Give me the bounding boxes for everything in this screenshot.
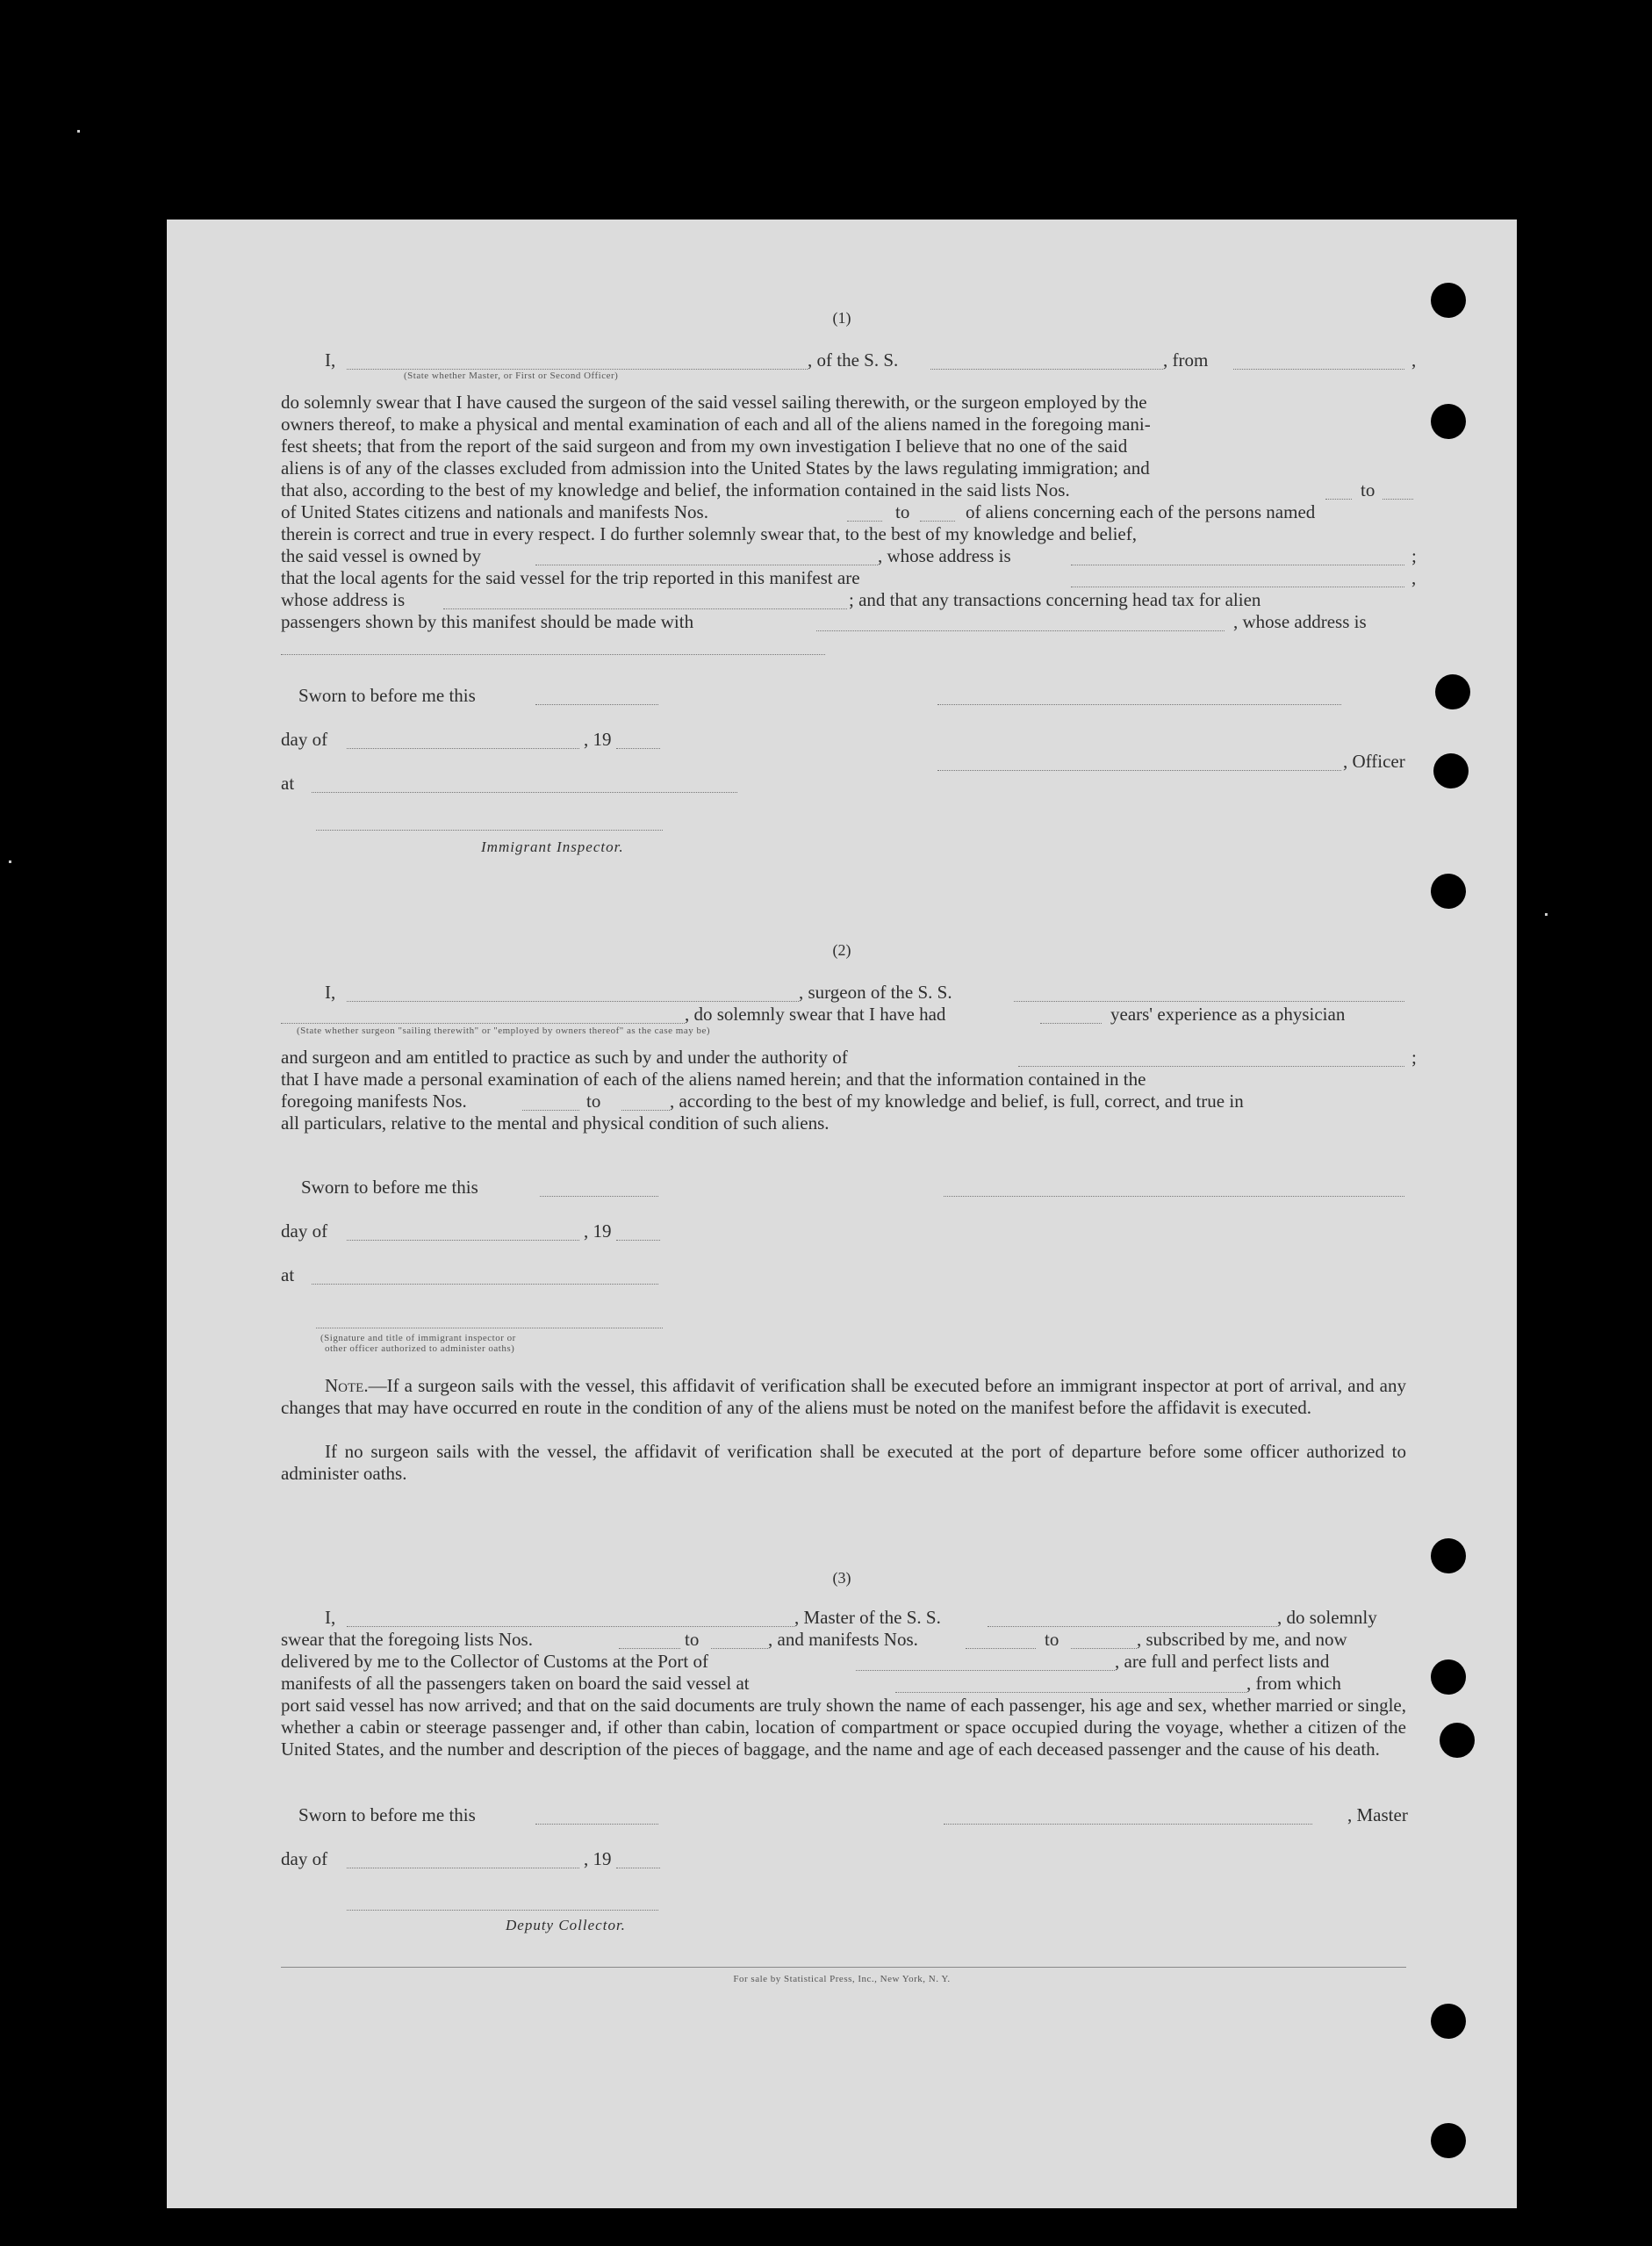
punch-hole [1431, 283, 1466, 318]
s1-para-line-2: owners thereof, to make a physical and mental examination of each and all of the aliens named in the foregoing mani- [281, 414, 1151, 435]
s1-inspector-label: Immigrant Inspector. [481, 839, 624, 855]
punch-hole [1435, 674, 1470, 709]
s2-note-label: Note. [325, 1375, 369, 1396]
section-1-number: (1) [832, 309, 851, 327]
s3-para-rest: port said vessel has now arrived; and that on the said documents are truly shown the name of each passenger, his age and sex, whether married or single, whether a cabin or steerage passenger and, if other than cabin, location of compartment or space occupied during the voyage, whether a citizen of the United States, and the number and description of the pieces of baggage, and the name and age of each deceased passenger and the cause of his death. [281, 1695, 1406, 1760]
s2-ship-name-field[interactable] [1014, 1001, 1404, 1002]
s1-officer-signature-line-1[interactable] [937, 704, 1341, 705]
s2-at-field[interactable] [312, 1284, 658, 1285]
s3-lists-to-field[interactable] [711, 1648, 768, 1649]
s1-i-label: I, [325, 349, 336, 371]
s1-aliens-concerning: of aliens concerning each of the persons named [966, 501, 1316, 522]
s1-sworn-label: Sworn to before me this [298, 685, 476, 706]
s1-para-line-10: whose address is [281, 589, 406, 610]
s3-sworn-label: Sworn to before me this [298, 1804, 476, 1825]
s2-years-label: years' experience as a physician [1110, 1004, 1346, 1025]
s1-para-line-3: fest sheets; that from the report of the said surgeon and from my own investigation I believe that no one of the said [281, 436, 1128, 457]
s1-at-label: at [281, 773, 295, 794]
s3-master-of-label: , Master of the S. S. [794, 1607, 941, 1628]
s1-whose-address-1: , whose address is [878, 545, 1011, 566]
s2-manifest-to-field[interactable] [621, 1110, 670, 1111]
s1-comma-2: , [1411, 567, 1417, 588]
s1-payee-address-field[interactable] [281, 654, 825, 655]
footer-rule [281, 1967, 1406, 1968]
s1-comma: , [1411, 349, 1417, 371]
s2-according: , according to the best of my knowledge and belief, is full, correct, and true in [670, 1091, 1244, 1112]
s2-semicolon: ; [1411, 1047, 1417, 1068]
s3-full-perfect: , are full and perfect lists and [1115, 1651, 1330, 1672]
s2-manifest-from-field[interactable] [522, 1110, 579, 1111]
s2-para-line-2: that I have made a personal examination of each of the aliens named herein; and that the information contained in the [281, 1069, 1146, 1090]
s2-authority-field[interactable] [1018, 1066, 1404, 1067]
s1-from-label: , from [1163, 349, 1209, 371]
s2-to: to [586, 1091, 601, 1112]
s2-signature-hint-1: (Signature and title of immigrant inspector or [320, 1333, 516, 1343]
punch-hole [1433, 753, 1469, 788]
s3-year-label: , 19 [584, 1848, 612, 1869]
s2-para-line-3: foregoing manifests Nos. [281, 1091, 467, 1112]
s1-ship-name-field[interactable] [930, 369, 1163, 370]
section-3-number: (3) [832, 1569, 851, 1587]
punch-hole [1431, 404, 1466, 439]
s3-port-field[interactable] [856, 1670, 1115, 1671]
s1-head-tax-payee-field[interactable] [816, 630, 1225, 631]
s1-officer-name-field[interactable] [347, 369, 808, 370]
scan-speck [9, 860, 11, 863]
s3-deputy-label: Deputy Collector. [506, 1917, 626, 1933]
s2-at-label: at [281, 1264, 295, 1285]
s2-month-field[interactable] [347, 1240, 579, 1241]
s2-sworn-day-field[interactable] [540, 1196, 658, 1197]
s3-subscribed: , subscribed by me, and now [1137, 1629, 1347, 1650]
s1-whose-address-2: , whose address is [1233, 611, 1367, 632]
section-2-number: (2) [832, 941, 851, 959]
s3-from-which: , from which [1246, 1673, 1341, 1694]
s3-solemnly: , do solemnly [1277, 1607, 1377, 1628]
s2-surgeon-of-label: , surgeon of the S. S. [799, 982, 952, 1003]
s1-officer-signature-line-2[interactable] [937, 770, 1341, 771]
s3-to-2: to [1045, 1629, 1059, 1650]
punch-hole [1431, 874, 1466, 909]
s3-sworn-day-field[interactable] [535, 1824, 658, 1825]
s1-para-line-7: therein is correct and true in every respect. I do further solemnly swear that, to the best of my knowledge and belief, [281, 523, 1137, 544]
s1-semicolon-1: ; [1411, 545, 1417, 566]
punch-hole [1431, 1538, 1466, 1573]
s1-lists-to-field[interactable] [1383, 499, 1413, 500]
s1-month-field[interactable] [347, 748, 579, 749]
s2-signature-line[interactable] [944, 1196, 1404, 1197]
s3-delivered: delivered by me to the Collector of Customs at the Port of [281, 1651, 708, 1672]
s1-officer-hint: (State whether Master, or First or Second Officer) [404, 371, 619, 381]
s1-agents-address-field[interactable] [443, 608, 847, 609]
s1-at-field[interactable] [312, 792, 737, 793]
s3-i-label: I, [325, 1607, 336, 1628]
s1-para-line-11: passengers shown by this manifest should be made with [281, 611, 694, 632]
s1-manifest-to-field[interactable] [920, 521, 955, 522]
s3-ship-name-field[interactable] [988, 1626, 1277, 1627]
scan-speck [1545, 913, 1548, 916]
s3-master-name-field[interactable] [347, 1626, 794, 1627]
s2-year-label: , 19 [584, 1220, 612, 1242]
punch-hole [1440, 1723, 1475, 1758]
punch-hole [1431, 2004, 1466, 2039]
footer-printer-note: For sale by Statistical Press, Inc., New York, N. Y. [733, 1974, 951, 1984]
s3-swear-lists: swear that the foregoing lists Nos. [281, 1629, 533, 1650]
s1-para-line-1: do solemnly swear that I have caused the surgeon of the said vessel sailing therewith, or the surgeon employed by the [281, 392, 1147, 413]
s3-day-of-label: day of [281, 1848, 328, 1869]
s1-manifest-from-field[interactable] [847, 521, 882, 522]
s2-day-of-label: day of [281, 1220, 328, 1242]
s2-note-paragraph-2: If no surgeon sails with the vessel, the affidavit of verification shall be executed at the port of departure before some officer authorized to administer oaths. [281, 1441, 1406, 1484]
s3-to-1: to [685, 1629, 700, 1650]
scan-speck [77, 130, 80, 133]
s2-signature-hint-2: other officer authorized to administer oaths) [325, 1343, 515, 1354]
s3-lists-from-field[interactable] [619, 1648, 680, 1649]
s1-head-tax: ; and that any transactions concerning head tax for alien [849, 589, 1261, 610]
s2-para-line-1: and surgeon and am entitled to practice as such by and under the authority of [281, 1047, 848, 1068]
s2-note-paragraph [281, 1375, 1406, 1419]
s3-master-signature-line[interactable] [944, 1824, 1312, 1825]
s2-i-label: I, [325, 982, 336, 1003]
s3-manifests-of: manifests of all the passengers taken on board the said vessel at [281, 1673, 750, 1694]
s2-note-text: —If a surgeon sails with the vessel, this affidavit of verification shall be executed before an immigrant inspector at port of arrival, and any changes that may have occurred en route in the condition of any of the aliens must be noted on the manifest before the affidavit is executed. [281, 1375, 1406, 1418]
s1-day-of-label: day of [281, 729, 328, 750]
punch-hole [1431, 2123, 1466, 2158]
s1-sworn-day-field[interactable] [535, 704, 658, 705]
s3-master-label: , Master [1347, 1804, 1408, 1825]
s1-to-2: to [895, 501, 910, 522]
s1-officer-label: , Officer [1343, 751, 1405, 772]
s1-year-label: , 19 [584, 729, 612, 750]
s3-manifest-from-field[interactable] [966, 1648, 1036, 1649]
s2-sworn-label: Sworn to before me this [301, 1177, 478, 1198]
s1-inspector-signature-line[interactable] [316, 830, 663, 831]
s3-deputy-signature-line[interactable] [347, 1910, 658, 1911]
s1-lists-from-field[interactable] [1325, 499, 1352, 500]
s2-surgeon-hint: (State whether surgeon "sailing therewith" or "employed by owners thereof" as the case may be) [297, 1026, 711, 1036]
manifest-affidavit-page [167, 220, 1517, 2208]
s1-year-field[interactable] [616, 748, 660, 749]
s1-para-line-5: that also, according to the best of my knowledge and belief, the information contained in the said lists Nos. [281, 479, 1070, 500]
s2-para-line-4: all particulars, relative to the mental and physical condition of such aliens. [281, 1112, 830, 1134]
s1-from-port-field[interactable] [1233, 369, 1404, 370]
s2-swear-label: , do solemnly swear that I have had [685, 1004, 946, 1025]
s3-manifest-to-field[interactable] [1071, 1648, 1137, 1649]
s1-para-line-6: of United States citizens and nationals and manifests Nos. [281, 501, 708, 522]
s3-and-manifests: , and manifests Nos. [768, 1629, 918, 1650]
s2-surgeon-name-field[interactable] [347, 1001, 799, 1002]
punch-hole [1431, 1659, 1466, 1695]
s1-para-line-4: aliens is of any of the classes excluded from admission into the United States by the laws regulating immigration; and [281, 457, 1150, 479]
s2-year-field[interactable] [616, 1240, 660, 1241]
s1-para-line-8: the said vessel is owned by [281, 545, 482, 566]
s2-years-field[interactable] [1040, 1023, 1102, 1024]
s1-to-1: to [1361, 479, 1375, 500]
s2-surgeon-status-field[interactable] [281, 1023, 685, 1024]
s3-departure-port-field[interactable] [895, 1692, 1246, 1693]
s1-para-line-9: that the local agents for the said vessel for the trip reported in this manifest are [281, 567, 860, 588]
s1-of-ss-label: , of the S. S. [808, 349, 899, 371]
